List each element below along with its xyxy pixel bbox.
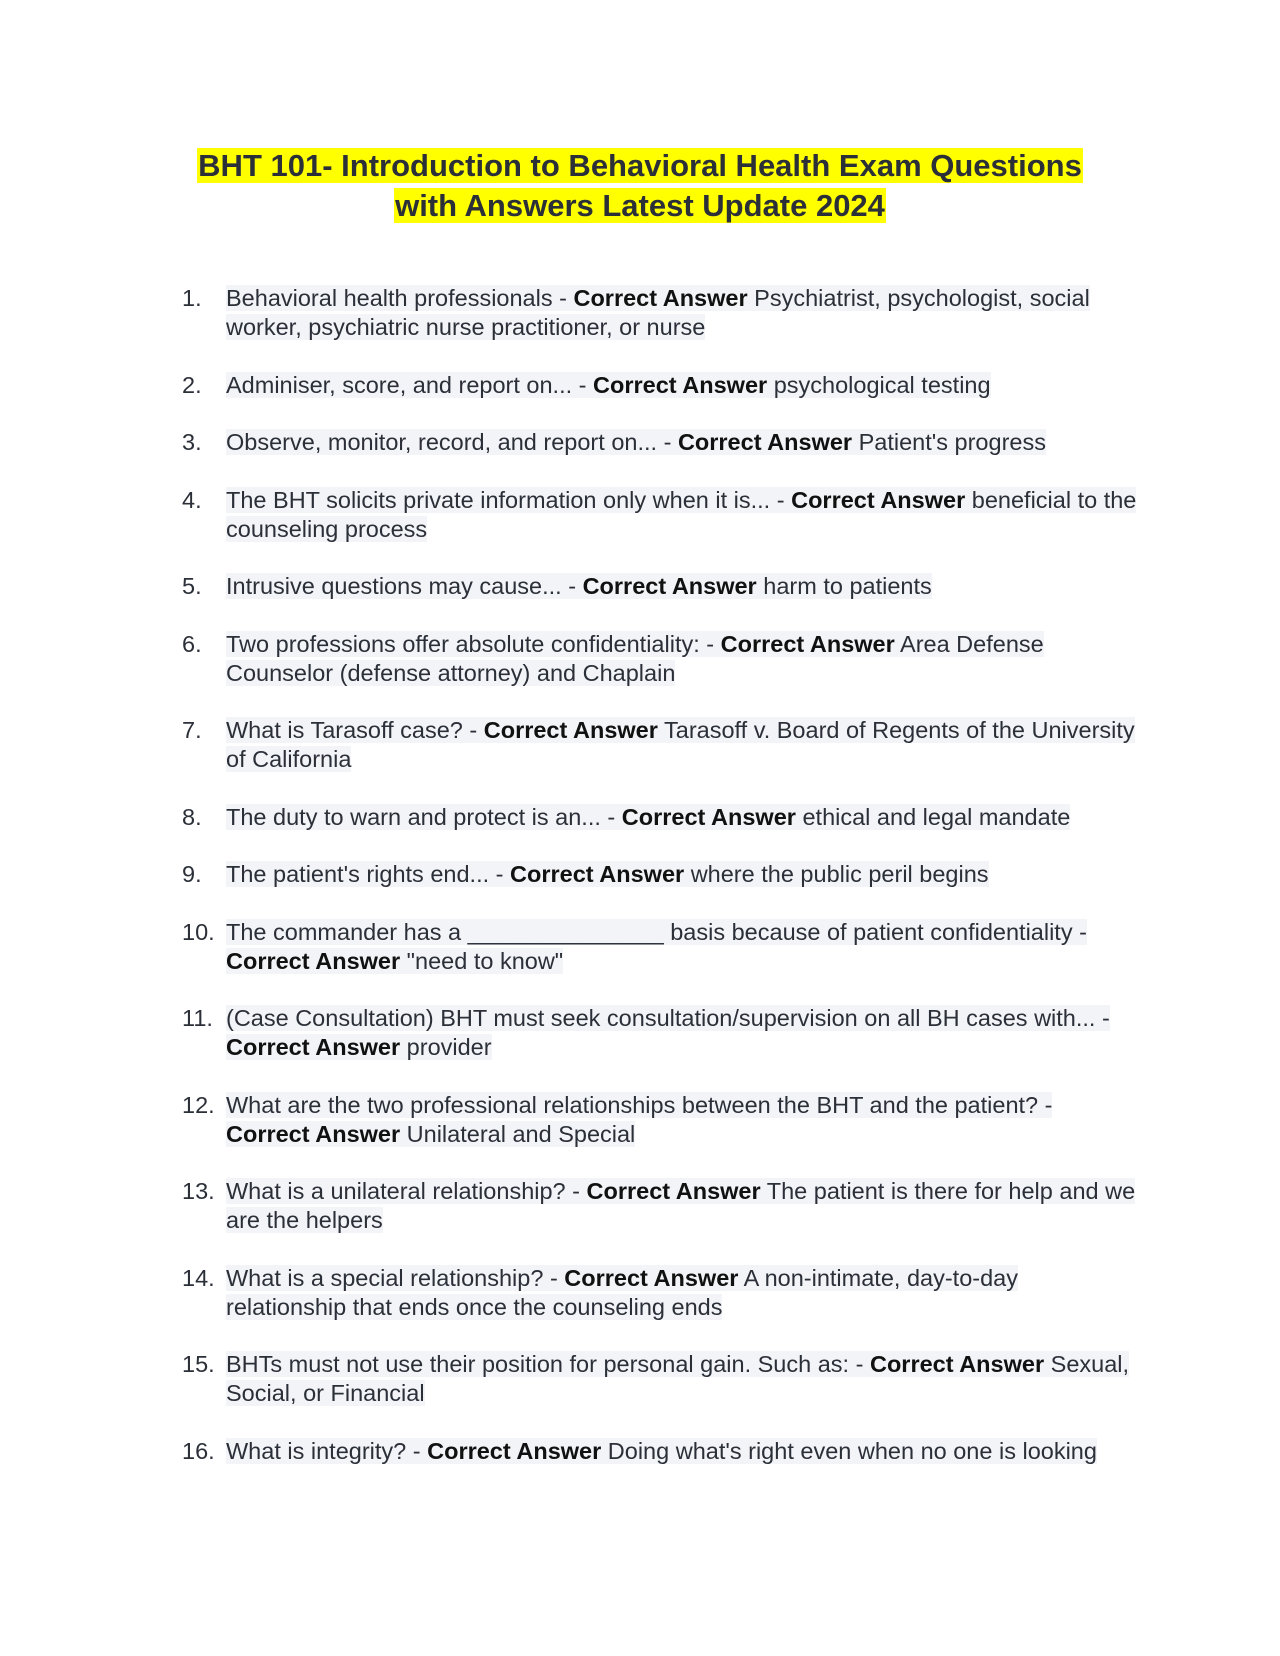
list-item: [182, 1437, 1142, 1466]
list-item: [182, 860, 1142, 889]
answer-text: where the public peril begins: [684, 861, 989, 887]
question-text: BHTs must not use their position for personal gain. Such as: -: [226, 1351, 870, 1377]
answer-text: Sexual, Social, or Financial: [226, 1351, 1130, 1406]
answer-text: Psychiatrist, psychologist, social worker, psychiatric nurse practitioner, or nurse: [226, 285, 1090, 340]
item-text: [226, 372, 991, 398]
answer-text: Area Defense Counselor (defense attorney) and Chaplain: [226, 630, 1044, 686]
question-text: What is a special relationship? -: [226, 1264, 565, 1291]
item-text: [226, 804, 1070, 830]
item-text: [226, 487, 1136, 542]
correct-answer-label: Correct Answer: [226, 1120, 401, 1147]
question-text: Behavioral health professionals -: [226, 285, 574, 311]
title-line-2: with Answers Latest Update 2024: [395, 188, 885, 223]
item-number: 10.: [182, 918, 215, 945]
list-item: [182, 1264, 1142, 1322]
item-text: [226, 1005, 1110, 1060]
item-text: [226, 429, 1046, 455]
question-text: The BHT solicits private information only when it is... -: [226, 486, 792, 513]
list-item: [182, 1004, 1142, 1062]
list-item: [182, 371, 1142, 400]
item-text: [226, 1351, 1129, 1406]
answer-text: Doing what's right even when no one is looking: [601, 1437, 1097, 1464]
correct-answer-label: Correct Answer: [226, 1034, 401, 1060]
correct-answer-label: Correct Answer: [483, 717, 658, 743]
item-text: [226, 717, 1135, 772]
correct-answer-label: Correct Answer: [621, 803, 796, 830]
correct-answer-label: Correct Answer: [510, 861, 685, 887]
item-number: 13.: [182, 1178, 215, 1204]
document-title: [120, 146, 1160, 226]
item-number: 1.: [182, 285, 202, 311]
question-text: The duty to warn and protect is an... -: [226, 803, 622, 830]
question-text: What is a unilateral relationship? -: [226, 1178, 587, 1204]
list-item: [182, 284, 1142, 342]
item-text: [226, 919, 1087, 974]
item-text: [226, 1178, 1135, 1233]
list-item: [182, 1091, 1142, 1149]
item-number: 12.: [182, 1091, 215, 1118]
item-number: 5.: [182, 573, 202, 599]
list-item: [182, 630, 1142, 688]
question-text: (Case Consultation) BHT must seek consultation/supervision on all BH cases with... -: [226, 1005, 1110, 1031]
question-text: The commander has a _______________ basis because of patient confidentiality -: [226, 918, 1087, 945]
item-text: [226, 1092, 1052, 1147]
answer-text: Tarasoff v. Board of Regents of the University of California: [226, 717, 1135, 772]
question-text: The patient's rights end... -: [226, 861, 511, 887]
list-item: [182, 1177, 1142, 1235]
item-text: [226, 1438, 1097, 1464]
correct-answer-label: Correct Answer: [226, 947, 401, 974]
question-text: What are the two professional relationships between the BHT and the patient? -: [226, 1091, 1053, 1118]
correct-answer-label: Correct Answer: [564, 1264, 739, 1291]
item-number: 16.: [182, 1437, 215, 1464]
item-number: 11.: [182, 1005, 213, 1031]
question-text: Two professions offer absolute confidentiality: -: [226, 630, 721, 657]
list-item: [182, 428, 1142, 457]
question-list: [182, 284, 1142, 1494]
item-number: 8.: [182, 803, 202, 830]
correct-answer-label: Correct Answer: [791, 486, 966, 513]
item-text: [226, 631, 1044, 686]
list-item: [182, 716, 1142, 774]
item-number: 3.: [182, 429, 202, 455]
item-number: 6.: [182, 630, 202, 657]
question-text: What is integrity? -: [226, 1437, 428, 1464]
item-number: 15.: [182, 1351, 215, 1377]
correct-answer-label: Correct Answer: [869, 1351, 1045, 1377]
item-number: 9.: [182, 861, 202, 887]
correct-answer-label: Correct Answer: [677, 429, 853, 455]
list-item: [182, 486, 1142, 544]
answer-text: "need to know": [400, 947, 564, 974]
item-number: 7.: [182, 717, 202, 743]
list-item: [182, 572, 1142, 601]
answer-text: A non-intimate, day-to-day relationship that ends once the counseling ends: [226, 1264, 1018, 1320]
answer-text: Patient's progress: [852, 429, 1046, 455]
correct-answer-label: Correct Answer: [573, 285, 748, 311]
correct-answer-label: Correct Answer: [593, 371, 768, 398]
list-item: [182, 1350, 1142, 1408]
question-text: Adminiser, score, and report on... -: [226, 371, 594, 398]
answer-text: psychological testing: [767, 371, 991, 398]
item-text: [226, 1265, 1018, 1320]
answer-text: Unilateral and Special: [400, 1120, 636, 1147]
list-item: [182, 803, 1142, 832]
item-number: 4.: [182, 486, 202, 513]
title-line-1: BHT 101- Introduction to Behavioral Health Exam Questions: [198, 148, 1082, 183]
question-text: Observe, monitor, record, and report on... -: [226, 429, 678, 455]
question-text: Intrusive questions may cause... -: [226, 573, 583, 599]
answer-text: provider: [400, 1034, 492, 1060]
answer-text: The patient is there for help and we are the helpers: [226, 1178, 1136, 1233]
correct-answer-label: Correct Answer: [586, 1178, 761, 1204]
correct-answer-label: Correct Answer: [427, 1437, 602, 1464]
item-number: 14.: [182, 1264, 215, 1291]
item-number: 2.: [182, 371, 202, 398]
answer-text: ethical and legal mandate: [795, 803, 1071, 830]
answer-text: beneficial to the counseling process: [226, 486, 1137, 542]
item-text: [226, 285, 1090, 340]
item-text: [226, 861, 989, 887]
item-text: [226, 573, 932, 599]
answer-text: harm to patients: [756, 573, 932, 599]
correct-answer-label: Correct Answer: [582, 573, 757, 599]
list-item: [182, 918, 1142, 976]
question-text: What is Tarasoff case? -: [226, 717, 484, 743]
correct-answer-label: Correct Answer: [720, 630, 895, 657]
